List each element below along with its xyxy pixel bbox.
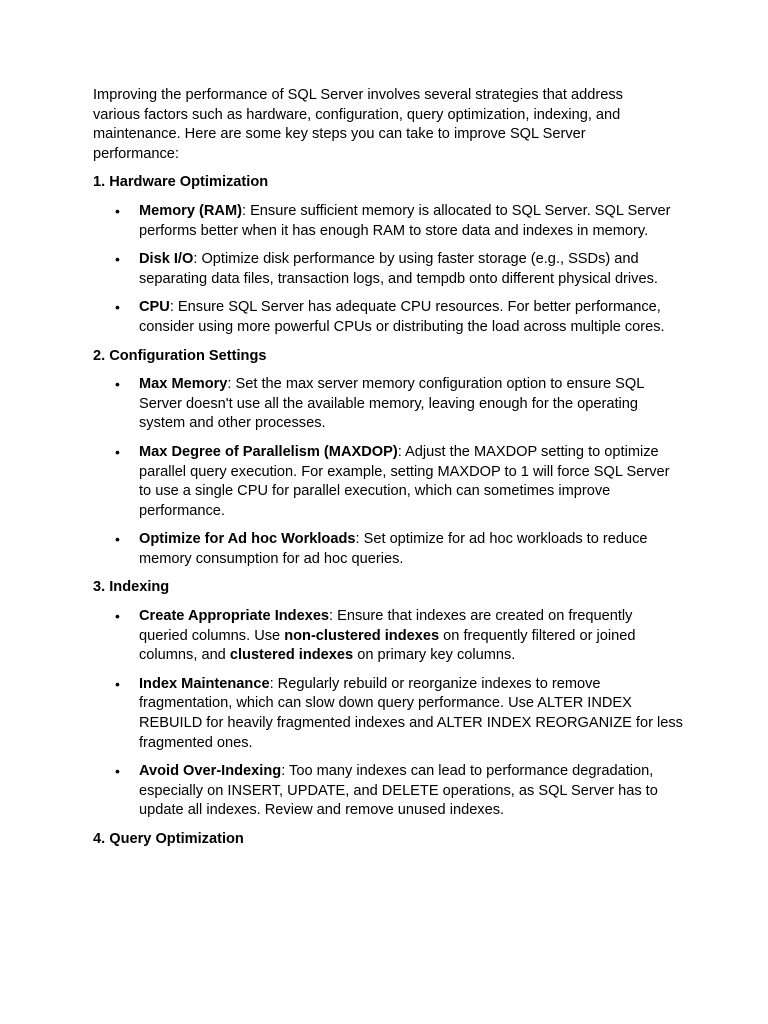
item-term: CPU (139, 299, 170, 316)
item-emphasis: clustered indexes (229, 647, 354, 664)
item-term: Memory (RAM) (139, 202, 242, 219)
bullet-icon: • (115, 202, 120, 219)
bullet-icon: • (115, 531, 120, 548)
bullet-icon: • (115, 251, 120, 268)
list-item (93, 298, 683, 337)
bullet-icon: • (115, 608, 120, 625)
item-term: Avoid Over-Indexing (139, 763, 282, 780)
bullet-icon: • (115, 443, 120, 460)
item-text: : Ensure sufficient memory is allocated to SQL Server. SQL Server performs better when it has enough RAM to store data and indexes in memory. (139, 202, 671, 239)
section-heading-configuration: 2. Configuration Settings (93, 347, 267, 364)
bullet-icon: • (115, 299, 120, 316)
section-heading-hardware: 1. Hardware Optimization (93, 174, 269, 191)
list-item (93, 375, 683, 434)
item-term: Create Appropriate Indexes (139, 608, 330, 625)
bullet-icon: • (115, 763, 120, 780)
indexing-list (93, 607, 683, 821)
section-heading-query-optimization: 4. Query Optimization (93, 831, 244, 847)
item-text: : Too many indexes can lead to performance degradation, especially on INSERT, UPDATE, and DELETE operations, as SQL Server has to update all indexes. Review and remove unused indexes. (139, 763, 658, 819)
bullet-icon: • (115, 376, 120, 393)
item-text: on frequently filtered or joined columns, and (139, 627, 636, 664)
list-item (93, 202, 683, 241)
configuration-list (93, 375, 683, 569)
intro-paragraph: Improving the performance of SQL Server involves several strategies that address various factors such as hardware, configuration, query optimization, indexing, and maintenance. Here are some key steps you can take to improve SQL Server performance: (93, 87, 623, 162)
item-emphasis: non-clustered indexes (284, 627, 440, 644)
item-text: : Regularly rebuild or reorganize indexes to remove fragmentation, which can slow down query performance. Use ALTER INDEX REBUILD for heavily fragmented indexes and ALTER INDEX REORGANIZE for less fragmented ones. (139, 675, 683, 751)
hardware-list (93, 202, 683, 338)
list-item (93, 530, 683, 569)
item-text: : Adjust the MAXDOP setting to optimize parallel query execution. For example, setting MAXDOP to 1 will force SQL Server to use a single CPU for parallel execution, which can sometimes improve performance. (139, 443, 670, 519)
item-term: Disk I/O (139, 251, 194, 268)
item-term: Optimize for Ad hoc Workloads (139, 531, 356, 548)
item-term: Max Memory (139, 376, 228, 393)
list-item (93, 675, 683, 753)
item-term: Index Maintenance (139, 675, 270, 692)
list-item (93, 762, 683, 821)
item-text: : Ensure SQL Server has adequate CPU resources. For better performance, consider using more powerful CPUs or distributing the load across multiple cores. (139, 299, 665, 335)
item-text: on primary key columns. (353, 647, 516, 664)
document-body (93, 86, 683, 859)
list-item (93, 250, 683, 289)
section-heading-indexing: 3. Indexing (93, 579, 170, 596)
item-term: Max Degree of Parallelism (MAXDOP) (139, 443, 398, 460)
item-text: : Set the max server memory configuration option to ensure SQL Server doesn't use all the available memory, leaving enough for the operating system and other processes. (139, 376, 644, 432)
item-text: : Optimize disk performance by using faster storage (e.g., SSDs) and separating data files, transaction logs, and tempdb onto different physical drives. (139, 251, 658, 287)
bullet-icon: • (115, 675, 120, 692)
item-text: : Set optimize for ad hoc workloads to reduce memory consumption for ad hoc queries. (139, 531, 648, 567)
item-text: : Ensure that indexes are created on frequently queried columns. Use (139, 608, 633, 644)
list-item (93, 443, 683, 521)
list-item (93, 607, 683, 666)
